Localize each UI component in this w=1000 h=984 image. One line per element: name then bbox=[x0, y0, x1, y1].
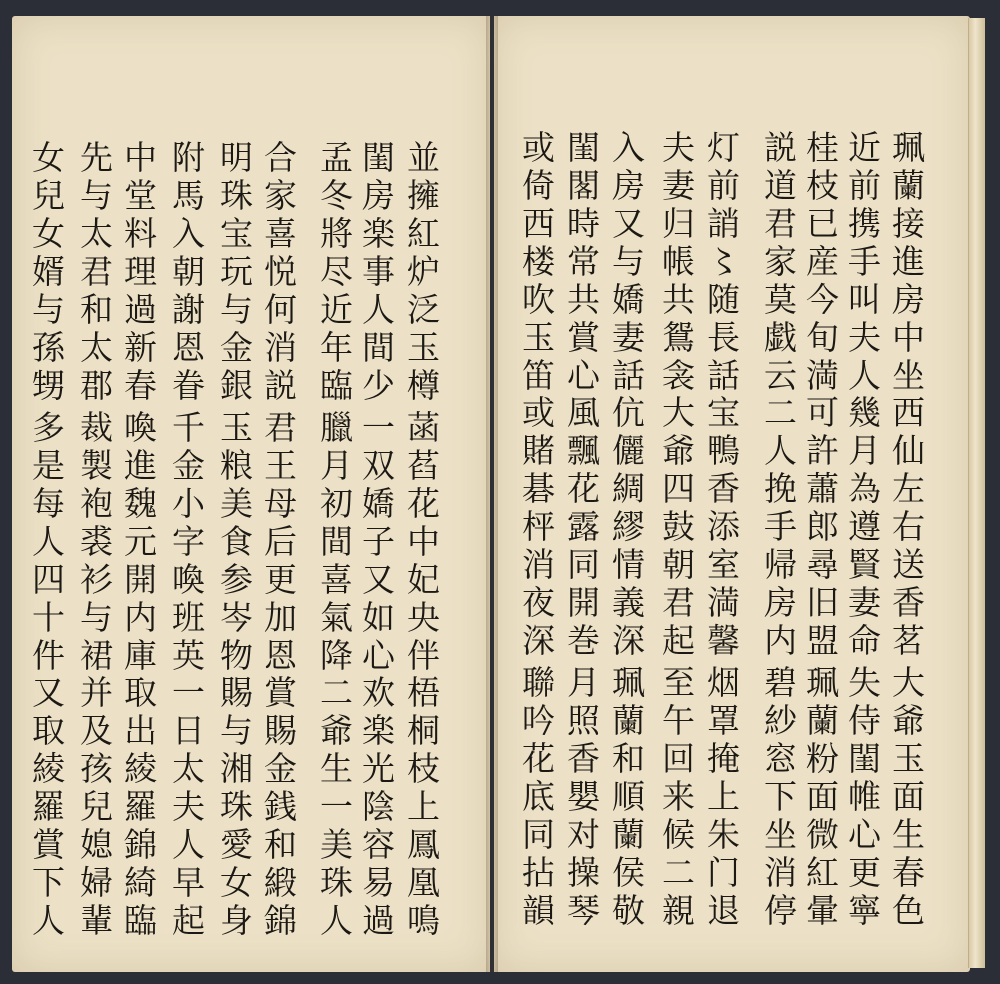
right-col-3-bottom: 碧紗窓下坐消停 bbox=[759, 665, 798, 931]
right-col-5-top: 夫妻归帳共鴛衾 bbox=[657, 130, 696, 396]
right-col-7-bottom: 月照香嬰对操琴 bbox=[562, 665, 601, 931]
left-col-4-top: 明珠宝玩与金銀 bbox=[215, 140, 254, 406]
right-col-8-top: 或倚西楼吹玉笛 bbox=[517, 130, 556, 396]
left-col-2-bottom: 二爺生一美珠人 bbox=[315, 675, 354, 941]
right-col-5-middle: 大爺四鼓朝君起 bbox=[657, 395, 696, 661]
right-col-1-top: 近前携手叫夫人 bbox=[843, 130, 882, 396]
left-col-3-bottom: 賞賜金銭和緞錦 bbox=[259, 675, 298, 941]
left-col-4-middle: 玉粮美食参岑物 bbox=[215, 410, 254, 676]
right-col-3-middle: 二人挽手帰房内 bbox=[759, 395, 798, 661]
right-col-8-middle: 或賭碁枰消夜深 bbox=[517, 395, 556, 661]
right-col-4-top: 灯前誚〻随長話 bbox=[702, 130, 741, 396]
left-col-6-top: 中堂料理過新春 bbox=[119, 140, 158, 406]
left-col-6-middle: 喚進魏元開内庫 bbox=[119, 410, 158, 676]
left-col-1-top: 閨房楽事人間少 bbox=[357, 140, 396, 406]
right-col-2-middle: 可許蕭郎尋旧盟 bbox=[801, 395, 840, 661]
right-col-5-bottom: 至午回来候二親 bbox=[657, 665, 696, 931]
right-col-0-bottom: 大爺玉面生春色 bbox=[887, 665, 926, 931]
right-col-6-top: 入房又与嬌妻話 bbox=[607, 130, 646, 396]
left-col-0-middle: 菡萏花中妃央伴 bbox=[402, 410, 441, 676]
left-col-5-top: 附馬入朝謝恩眷 bbox=[167, 140, 206, 406]
left-col-0-top: 並擁紅炉泛玉樽 bbox=[402, 140, 441, 406]
book-gutter bbox=[486, 16, 498, 972]
right-col-7-top: 閨閣時常共賞心 bbox=[562, 130, 601, 396]
left-col-3-top: 合家喜悦何消説 bbox=[259, 140, 298, 406]
right-col-3-top: 説道君家莫戯云 bbox=[759, 130, 798, 396]
left-col-1-bottom: 欢楽光陰容易過 bbox=[357, 675, 396, 941]
right-col-2-bottom: 珮蘭粉面微紅暈 bbox=[801, 665, 840, 931]
left-col-0-bottom: 梧桐枝上鳳凰鳴 bbox=[402, 675, 441, 941]
left-col-5-middle: 千金小字喚班英 bbox=[167, 410, 206, 676]
right-heading-column: 珮蘭接進房中坐 bbox=[887, 130, 926, 396]
left-col-7-top: 先与太君和太郡 bbox=[75, 140, 114, 406]
left-col-8-middle: 多是每人四十件 bbox=[27, 410, 66, 676]
left-col-4-bottom: 賜与湘珠愛女身 bbox=[215, 675, 254, 941]
left-col-2-middle: 臘月初間喜氣降 bbox=[315, 410, 354, 676]
left-col-1-middle: 一双嬌子又如心 bbox=[357, 410, 396, 676]
right-col-0-middle: 西仙左右送香茗 bbox=[887, 395, 926, 661]
left-col-3-middle: 君王母后更加恩 bbox=[259, 410, 298, 676]
left-col-2-top: 孟冬將尽近年臨 bbox=[315, 140, 354, 406]
left-col-6-bottom: 取出綾羅錦綺臨 bbox=[119, 675, 158, 941]
right-col-4-middle: 宝鴨香添室満馨 bbox=[702, 395, 741, 661]
right-col-8-bottom: 聯吟花底同拈韻 bbox=[517, 665, 556, 931]
right-col-2-top: 桂枝已産今旬満 bbox=[801, 130, 840, 396]
right-col-6-middle: 伉儷綢繆情義深 bbox=[607, 395, 646, 661]
left-col-8-bottom: 又取綾羅賞下人 bbox=[27, 675, 66, 941]
left-col-7-middle: 裁製袍裘衫与裙 bbox=[75, 410, 114, 676]
right-col-6-bottom: 珮蘭和順蘭侯敬 bbox=[607, 665, 646, 931]
left-col-5-bottom: 一日太夫人早起 bbox=[167, 675, 206, 941]
left-col-7-bottom: 并及孩兒媳婦輩 bbox=[75, 675, 114, 941]
right-col-1-middle: 幾月為遵賢妻命 bbox=[843, 395, 882, 661]
right-col-1-bottom: 失侍閨帷心更寧 bbox=[843, 665, 882, 931]
page-edges bbox=[968, 18, 985, 968]
right-col-7-middle: 風飄花露同開巻 bbox=[562, 395, 601, 661]
left-col-8-top: 女兒女婿与孫甥 bbox=[27, 140, 66, 406]
right-col-4-bottom: 烟罩掩上朱门退 bbox=[702, 665, 741, 931]
